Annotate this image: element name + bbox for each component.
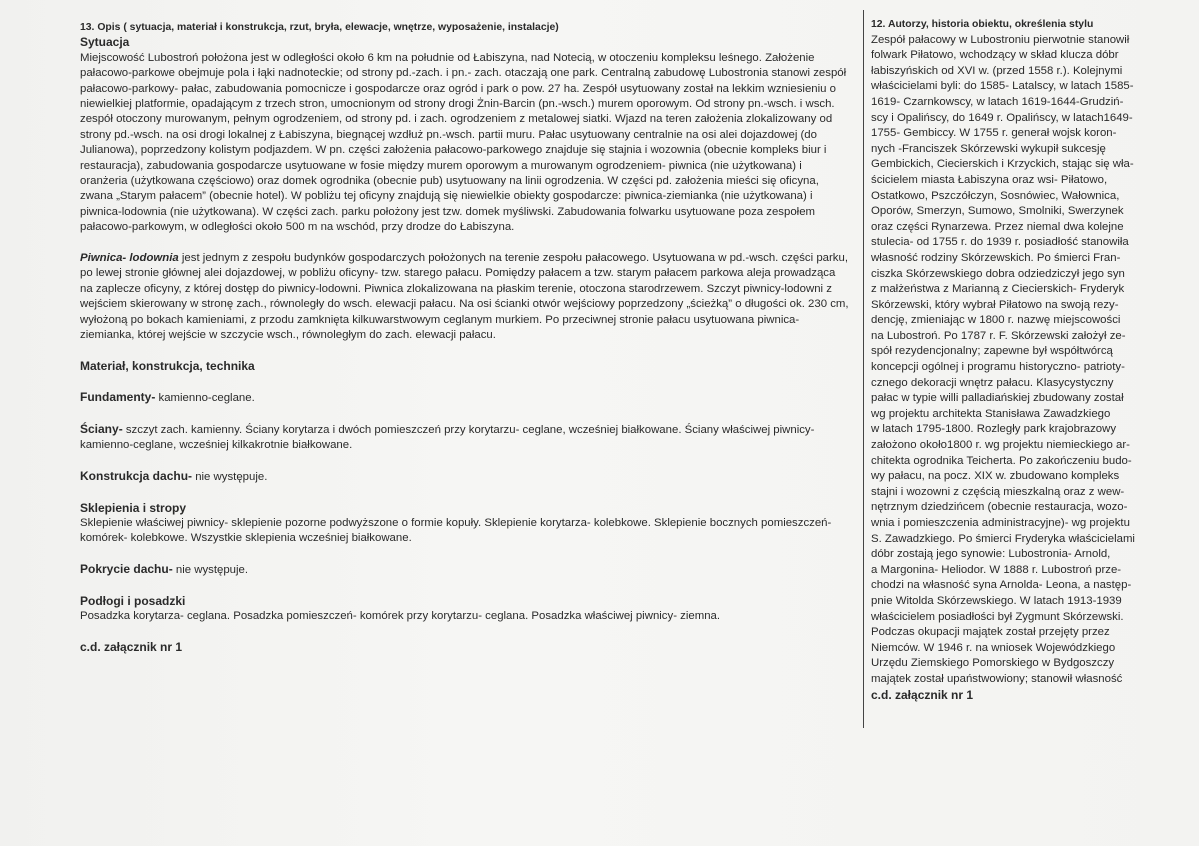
history-line: 1619- Czarnkowscy, w latach 1619-1644-Grudziń- (871, 95, 1124, 108)
history-line: z małżeństwa z Marianną z Ciecierskich- Fryderyk (871, 283, 1125, 296)
history-line: w latach 1795-1800. Rozległy park krajobrazowy (871, 423, 1117, 436)
history-line: scy i Opalińscy, do 1649 r. Opalińscy, w latach1649- (871, 111, 1133, 124)
history-line: nych -Franciszek Skórzewski wykupił sukcesję (871, 142, 1106, 155)
fundamenty-lead: Fundamenty- (80, 389, 156, 404)
history-line: spół rezydencjonalny; zapewne był współtwórcą (871, 345, 1113, 358)
konstrukcja-paragraph (80, 469, 850, 485)
history-line: stajni i wozowni z częścią mieszkalną oraz z wew- (871, 485, 1125, 498)
pokrycie-paragraph (80, 562, 850, 578)
history-line: pnie Witolda Skórzewskiego. W latach 1913-1939 (871, 594, 1122, 607)
history-line: Skórzewski, który wybrał Piłatowo na swoją rezy- (871, 298, 1119, 311)
history-line: folwark Piłatowo, wchodzący w skład klucza dóbr (871, 49, 1119, 62)
history-line: Oporów, Smerzyn, Sumowo, Smolniki, Swerzynek (871, 205, 1124, 218)
piwnica-text: jest jednym z zespołu budynków gospodarczych położonych na terenie zespołu pałacowego. Usytuowana w pd.-wsch. części parku, po lewej stronie głównej alei dojazdowej, w pobliżu oficyny- tzw. starego pałacu. Pomiędzy pałacem a tzw. starym pałacem parkowa aleja prowadząca na zaplecze oficyny, z której dostęp do piwnicy-lodowni. Piwnica zlokalizowana na płaskim terenie, otoczona starodrzewem. Szczyt piwnicy-lodowni z wejściem skierowany w stronę zach., równoległy do wsch. elewacji pałacu. Na osi ścianki otwór wejściowy poprzedzony „ścieżką” o długości ok. 230 cm, wyłożoną po bokach kamieniami, z przodu zamknięta kilkuwarstwowym ceglanym murkiem. Po przeciwnej stronie pałacu usytuowana piwnica-ziemianka, której wejście w szczycie wsch., równoległym do zach. elewacji pałacu. (80, 252, 849, 342)
history-line: Ostatkowo, Pszczółczyn, Sosnówiec, Wałownica, (871, 189, 1120, 202)
sciany-paragraph (80, 422, 850, 454)
history-line: koncepcji ogólnej i programu historyczno- patrioty- (871, 361, 1125, 374)
history-line: na Lubostroń. Po 1787 r. F. Skórzewski założył ze- (871, 329, 1126, 342)
history-line: właścicielami byli: do 1585- Latalscy, w latach 1585- (871, 80, 1134, 93)
history-line: S. Zawadzkiego. Po śmierci Fryderyka właścicielami (871, 532, 1135, 545)
podlogi-title: Podłogi i posadzki (80, 593, 186, 608)
podlogi-text: Posadzka korytarza- ceglana. Posadzka pomieszczeń- komórek przy korytarzu- ceglana. Posadzka właściwej piwnicy- ziemna. (80, 610, 721, 623)
section-12-header: 12. Autorzy, historia obiektu, określenia stylu (871, 19, 1094, 30)
history-line: własność rodziny Skórzewskich. Po śmierci Fran- (871, 251, 1121, 264)
history-line: cznego dekoracji wnętrz pałacu. Klasycystyczny (871, 376, 1114, 389)
section-13-header: 13. Opis ( sytuacja, materiał i konstrukcja, rzut, bryła, elewacje, wnętrze, wyposażenie, instalacje) (80, 22, 559, 33)
history-line: a Margonina- Heliodor. W 1888 r. Lubostroń prze- (871, 563, 1122, 576)
history-line: nętrznym dziedzińcem (obecnie restauracja, wozo- (871, 501, 1128, 514)
fundamenty-text: kamienno-ceglane. (155, 391, 255, 404)
piwnica-lead: Piwnica- lodownia (80, 252, 179, 265)
section-13-description (80, 20, 850, 656)
history-line: stulecia- od 1755 r. do 1939 r. posiadłość stanowiła (871, 236, 1129, 249)
history-line: Gembickich, Ciecierskich i Krzyckich, stając się wła- (871, 158, 1134, 171)
history-line: ciszka Skórzewskiego dobra odziedziczył jego syn (871, 267, 1125, 280)
history-line: Zespół pałacowy w Lubostroniu pierwotnie stanowił (871, 33, 1130, 46)
history-line: wy pałacu, na pocz. XIX w. zbudowano kompleks (871, 470, 1120, 483)
history-line: 1755- Gembiccy. W 1755 r. generał wojsk koron- (871, 127, 1117, 140)
sciany-text: szczyt zach. kamienny. Ściany korytarza i dwóch pomieszczeń przy korytarzu- ceglane, wcześniej białkowane. Ściany właściwej piwnicy- kamienno-ceglane, wcześniej kilkakrotnie białkowane. (80, 423, 815, 451)
history-line: ścicielem miasta Łabiszyna oraz wsi- Piłatowo, (871, 173, 1108, 186)
history-line: Podczas okupacji majątek został przejęty przez (871, 626, 1110, 639)
sytuacja-title: Sytuacja (80, 35, 130, 50)
history-line: chitekta ogrodnika Teicherta. Po zakończeniu budo- (871, 454, 1132, 467)
column-divider (863, 10, 864, 728)
fundamenty-paragraph (80, 390, 850, 406)
section-12-history (871, 17, 1189, 703)
history-line: wnia i pomieszczenia administracyjne)- wg projektu (871, 517, 1130, 529)
sciany-lead: Ściany- (80, 421, 123, 436)
history-line: oraz części Rynarzewa. Przez niemal dwa kolejne (871, 220, 1124, 233)
pokrycie-lead: Pokrycie dachu- (80, 562, 173, 577)
history-line: chodzi na własność syna Arnolda- Leona, a następ- (871, 579, 1132, 592)
continued-note: c.d. załącznik nr 1 (80, 640, 183, 655)
history-line: Niemców. W 1946 r. na wniosek Wojewódzkiego (871, 641, 1116, 654)
history-line: pałac w typie willi palladiańskiej zbudowany został (871, 392, 1124, 405)
history-line: łabiszyńskich od XVI w. (przed 1558 r.). Kolejnymi (871, 64, 1123, 77)
history-line: dóbr zostają jego synowie: Lubostronia- Arnold, (871, 548, 1111, 561)
piwnica-paragraph (80, 251, 850, 343)
sklepienia-text: Sklepienie właściwej piwnicy- sklepienie pozorne podwyższone o formie kopuły. Sklepienie korytarza- kolebkowe. Sklepienie bocznych pomieszczeń-komórek- kolebkowe. Wszystkie sklepienia wcześniej białkowane. (80, 516, 832, 545)
history-line: właścicielem posiadłości był Zygmunt Skórzewski. (871, 610, 1124, 623)
konstrukcja-text: nie występuje. (192, 470, 268, 483)
history-line: majątek został upaństwowiony; stanowił własność (871, 672, 1123, 685)
continued-note-right: c.d. załącznik nr 1 (871, 687, 974, 702)
history-line: dencję, zmieniając w 1800 r. nazwę miejscowości (871, 314, 1121, 327)
sytuacja-text: Miejscowość Lubostroń położona jest w odległości około 6 km na południe od Łabiszyna, nad Notecią, w otoczeniu kompleksu leśnego. Założenie pałacowo-parkowe obejmuje pola i łąki nadnoteckie; od strony pd.-zach. i pn.- zach. otaczają one park. Centralną zabudowę Lubostronia stanowi zespół pałacowo-parkowy- pałac, zabudowania pomocnicze i gospodarcze oraz ogród i park o pow. 27 ha. Zespół usytuowany został na lekkim wzniesieniu o niewielkiej platformie, opadającym z trzech stron, umocnionym od strony drogi Żnin-Barcin (pn.-wsch.) murem oporowym. Od strony pn.-wsch. i wsch. zespół otoczony murowanym, pełnym ogrodzeniem, od strony pd. i zach. ogrodzeniem z metalowej siatki. Wjazd na teren założenia zlokalizowany od strony pd.-wsch. na osi drogi lokalnej z Łabiszyna, biegnącej wzdłuż pn.-wsch. partii muru. Pałac usytuowany centralnie na osi alei dojazdowej (do Julianowa), poprzedzony kolistym podjazdem. W pn. części założenia pałacowo-parkowego znajduje się stajnia i wozownia (obecnie kompleks biur i restauracja), zabudowania gospodarcze usytuowane w fosie między murem oporowym a murowanym ogrodzeniem- piwnica (nie użytkowana) i oranżeria (użytkowana częściowo) oraz domek ogrodnika (obecnie pub) usytuowany na linii ogrodzenia. W części pd. założenia mieści się oficyna, zwana „Starym pałacem” (obecnie hotel). W pobliżu tej oficyny znajdują się niewielkie obiekty gospodarcze: piwnica-ziemianka (nie użytkowana) i piwnica-lodownia (nie użytkowana). W części zach. parku położony jest tzw. domek myśliwski. Zabudowania folwarku usytuowane poza zespołem pałacowo-parkowym, w odległości około 500 m na wschód, przy drodze do Łabiszyna. (80, 51, 847, 234)
pokrycie-text: nie występuje. (172, 564, 249, 577)
history-line: wg projektu architekta Stanisława Zawadzkiego (871, 407, 1111, 420)
sklepienia-title: Sklepienia i stropy (80, 500, 187, 515)
konstrukcja-lead: Konstrukcja dachu- (80, 468, 193, 483)
material-title: Materiał, konstrukcja, technika (80, 358, 255, 373)
history-text (871, 33, 1189, 688)
history-line: założono około1800 r. wg projektu niemieckiego ar- (871, 439, 1130, 452)
history-line: Urzędu Ziemskiego Pomorskiego w Bydgoszczy (871, 657, 1115, 670)
